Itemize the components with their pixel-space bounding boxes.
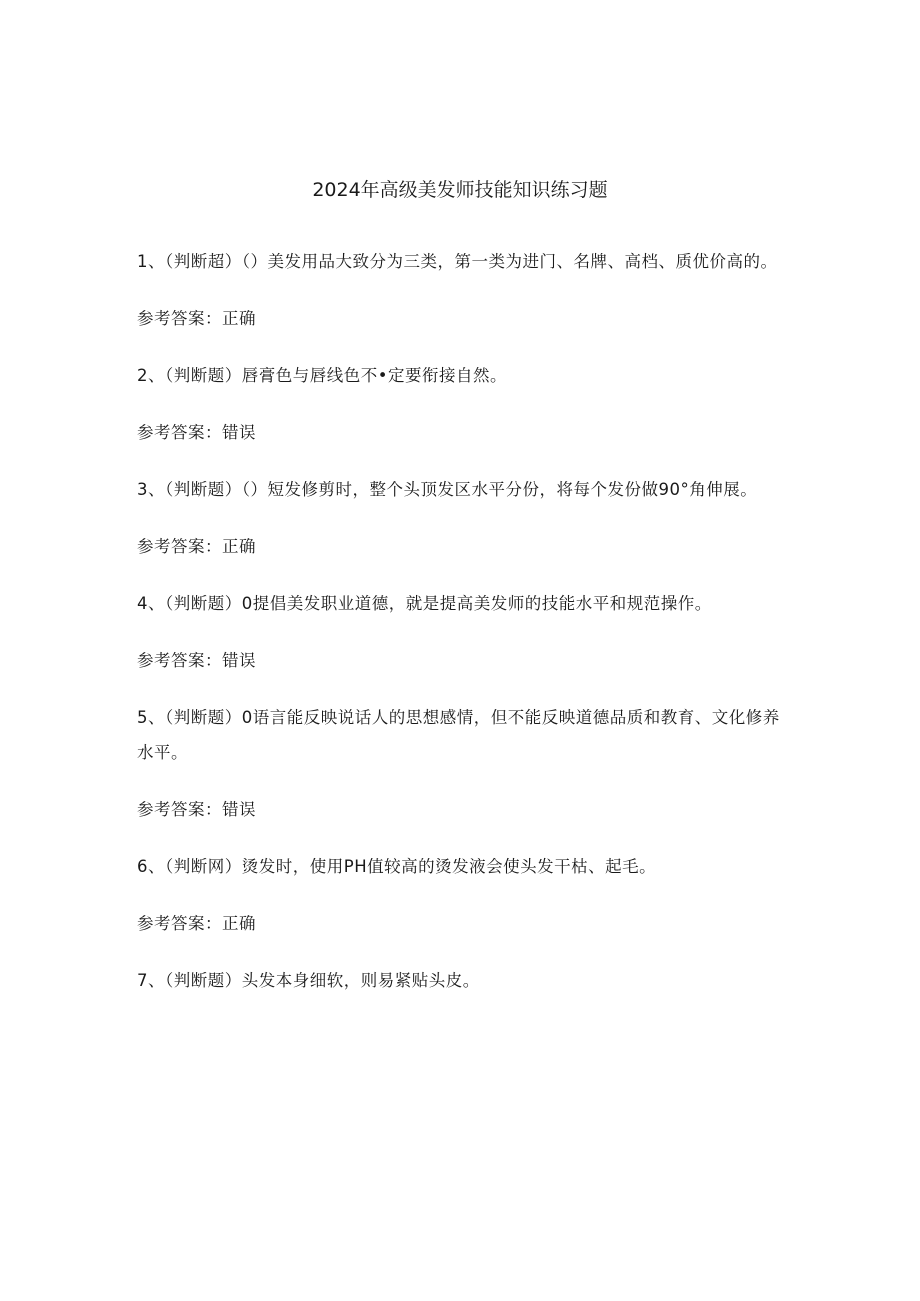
answer-value: 错误 [222,423,256,442]
question-6: 6、（判断网）烫发时，使用PH值较高的烫发液会使头发干枯、起毛。 [137,857,657,876]
answer-6 [137,906,787,941]
answer-prefix: 参考答案： [137,651,222,670]
question-2: 2、（判断题）唇膏色与唇线色不•定要衔接自然。 [137,366,507,385]
answer-value: 错误 [222,800,256,819]
answer-3 [137,529,787,564]
answer-prefix: 参考答案： [137,537,222,556]
document-title: 2024年高级美发师技能知识练习题 [312,179,608,201]
answer-4 [137,643,787,678]
question-7: 7、（判断题）头发本身细软，则易紧贴头皮。 [137,971,480,990]
answer-prefix: 参考答案： [137,309,222,328]
answer-1 [137,301,787,336]
question-1: 1、（判断超）（）美发用品大致分为三类，第一类为进门、名牌、高档、质优价高的。 [137,252,778,271]
answer-prefix: 参考答案： [137,800,222,819]
question-3: 3、（判断题）（）短发修剪时，整个头顶发区水平分份，将每个发份做90°角伸展。 [137,480,758,499]
answer-value: 正确 [222,537,256,556]
answer-5 [137,792,787,827]
answer-prefix: 参考答案： [137,914,222,933]
answer-value: 正确 [222,914,256,933]
question-4: 4、（判断题）0提倡美发职业道德，就是提高美发师的技能水平和规范操作。 [137,594,712,613]
answer-value: 正确 [222,309,256,328]
question-5: 5、（判断题）0语言能反映说话人的思想感情，但不能反映道德品质和教育、文化修养水平。 [137,708,780,762]
question-list [137,244,787,998]
answer-prefix: 参考答案： [137,423,222,442]
answer-value: 错误 [222,651,256,670]
answer-2 [137,415,787,450]
